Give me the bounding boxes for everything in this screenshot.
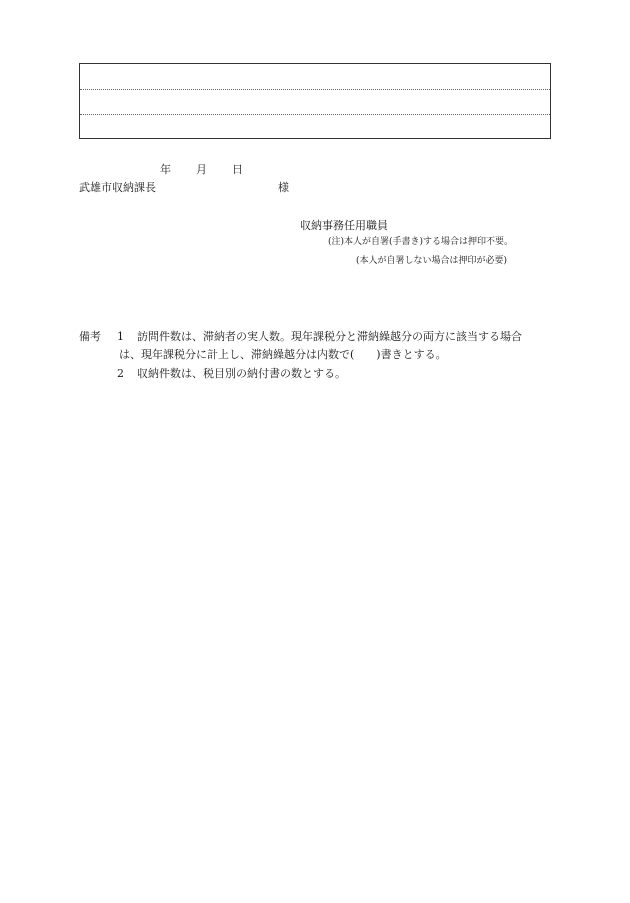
addressee-honorific: 様 [278,181,289,194]
remark-1-number: 1 [117,330,124,343]
date-year-label: 年 [160,163,171,176]
entry-row-1 [80,64,550,89]
entry-row-3 [80,114,550,139]
seal-note: (本人が自署しない場合は押印が必要) [356,256,508,266]
remark-1-line-1: 訪問件数は、滞納者の実人数。現年課税分と滞納繰越分の両方に該当する場合 [137,330,522,343]
remark-2-text: 収納件数は、税目別の納付書の数とする。 [137,367,346,380]
addressee-title: 武雄市収納課長 [79,181,156,194]
signature-note: (注)本人が自署(手書き)する場合は押印不要。 [328,237,514,247]
entry-row-2 [80,89,550,114]
blank-entry-table [79,63,551,139]
sender-title: 収納事務任用職員 [300,219,388,232]
remark-2-number: 2 [117,367,124,380]
remarks-label: 備考 [79,330,101,343]
date-day-label: 日 [232,163,243,176]
date-month-label: 月 [196,163,207,176]
remark-1-line-2: は、現年課税分に計上し、滞納繰越分は内数で( )書きとする。 [119,348,447,361]
